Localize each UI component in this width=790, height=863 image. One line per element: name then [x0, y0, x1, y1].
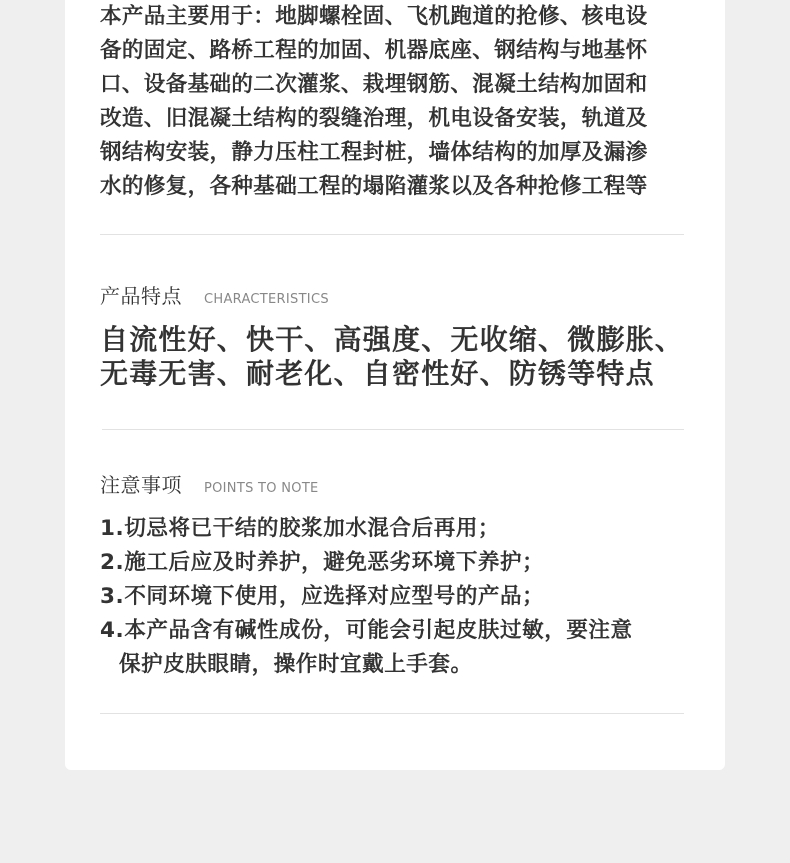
characteristics-line: 无毒无害、耐老化、自密性好、防锈等特点	[100, 357, 655, 390]
characteristics-title: 产品特点	[100, 284, 182, 308]
note-item: 2.施工后应及时养护，避免恶劣环境下养护；	[100, 550, 545, 575]
characteristics-header	[100, 280, 329, 309]
usage-line: 钢结构安装，静力压柱工程封桩，墙体结构的加厚及漏渗	[100, 140, 648, 165]
usage-line: 本产品主要用于：地脚螺栓固、飞机跑道的抢修、核电设	[100, 4, 648, 29]
usage-paragraph	[100, 0, 700, 204]
usage-line: 水的修复，各种基础工程的塌陷灌浆以及各种抢修工程等	[100, 174, 648, 199]
note-item: 4.本产品含有碱性成份，可能会引起皮肤过敏，要注意	[100, 618, 633, 643]
notes-title: 注意事项	[100, 473, 182, 497]
notes-header	[100, 469, 319, 498]
characteristics-subtitle: CHARACTERISTICS	[204, 292, 329, 307]
notes-list	[100, 512, 633, 682]
note-item: 3.不同环境下使用，应选择对应型号的产品；	[100, 584, 545, 609]
note-item-continuation: 保护皮肤眼睛，操作时宜戴上手套。	[119, 652, 473, 677]
characteristics-text	[100, 323, 684, 391]
notes-subtitle: POINTS TO NOTE	[204, 481, 319, 496]
usage-line: 口、设备基础的二次灌浆、栽埋钢筋、混凝土结构加固和	[100, 72, 648, 97]
characteristics-line: 自流性好、快干、高强度、无收缩、微膨胀、	[100, 323, 685, 356]
divider	[100, 234, 684, 235]
usage-line: 改造、旧混凝土结构的裂缝治理，机电设备安装，轨道及	[100, 106, 648, 131]
divider	[100, 713, 684, 714]
divider	[102, 429, 684, 430]
note-item: 1.切忌将已干结的胶浆加水混合后再用；	[100, 516, 501, 541]
usage-line: 备的固定、路桥工程的加固、机器底座、钢结构与地基怀	[100, 38, 648, 63]
